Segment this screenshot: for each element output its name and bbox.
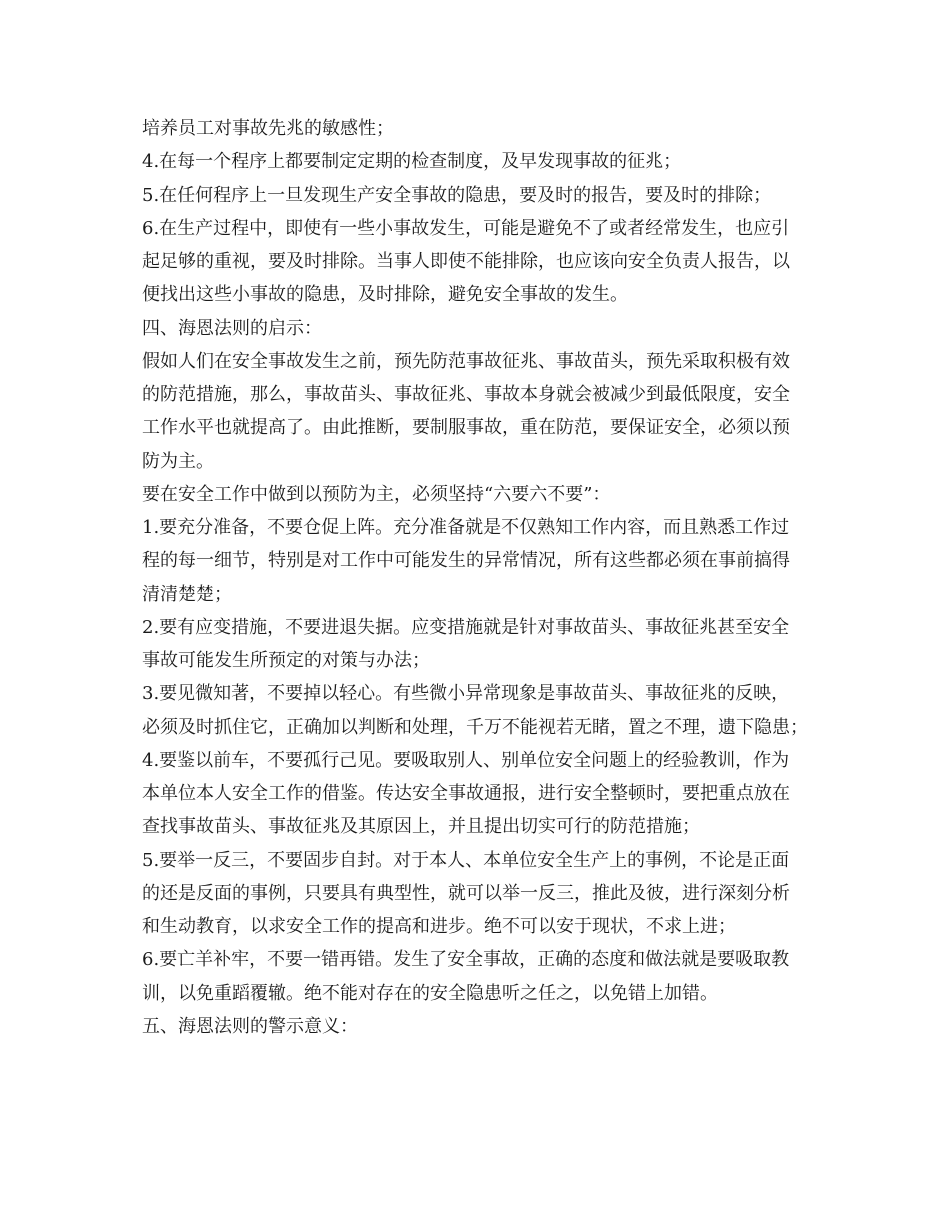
document-body: [142, 112, 822, 1043]
text-line: 起足够的重视，要及时排除。当事人即使不能排除，也应该向安全负责人报告，以: [142, 251, 790, 272]
text-line: 的防范措施，那么，事故苗头、事故征兆、事故本身就会被减少到最低限度，安全: [142, 384, 790, 405]
text-line: 5.在任何程序上一旦发现生产安全事故的隐患，要及时的报告，要及时的排除；: [142, 184, 772, 206]
text-line: 便找出这些小事故的隐患，及时排除，避免安全事故的发生。: [142, 284, 628, 306]
text-line: 的还是反面的事例，只要具有典型性，就可以举一反三，推此及彼，进行深刻分析: [142, 882, 790, 904]
section-heading: 五、海恩法则的警示意义：: [142, 1015, 358, 1037]
text-line: 5.要举一反三，不要固步自封。对于本人、本单位安全生产上的事例，不论是正面: [142, 849, 790, 871]
text-line: 查找事故苗头、事故征兆及其原因上，并且提出切实可行的防范措施；: [142, 816, 700, 838]
section-heading: 四、海恩法则的启示：: [142, 317, 322, 339]
text-line: 必须及时抓住它，正确加以判断和处理，千万不能视若无睹，置之不理，遗下隐患；: [142, 716, 808, 738]
text-line: 本单位本人安全工作的借鉴。传达安全事故通报，进行安全整顿时，要把重点放在: [142, 783, 790, 804]
text-line: 1.要充分准备，不要仓促上阵。充分准备就是不仅熟知工作内容，而且熟悉工作过: [142, 517, 790, 538]
text-line: 程的每一细节，特别是对工作中可能发生的异常情况，所有这些都必须在事前搞得: [142, 550, 790, 572]
text-line: 要在安全工作中做到以预防为主，必须坚持“六要六不要”：: [142, 483, 611, 505]
text-line: 4.在每一个程序上都要制定定期的检查制度，及早发现事故的征兆；: [142, 151, 682, 173]
text-line: 假如人们在安全事故发生之前，预先防范事故征兆、事故苗头，预先采取积极有效: [142, 350, 790, 372]
text-line: 训，以免重蹈覆辙。绝不能对存在的安全隐患听之任之，以免错上加错。: [142, 982, 718, 1004]
text-line: 6.在生产过程中，即使有一些小事故发生，可能是避免不了或者经常发生，也应引: [142, 217, 790, 239]
text-line: 防为主。: [142, 450, 214, 472]
text-line: 和生动教育，以求安全工作的提高和进步。绝不可以安于现状，不求上进；: [142, 916, 736, 937]
text-line: 事故可能发生所预定的对策与办法；: [142, 650, 430, 671]
text-line: 清清楚楚；: [142, 583, 232, 605]
text-line: 6.要亡羊补牢，不要一错再错。发生了安全事故，正确的态度和做法就是要吸取教: [142, 949, 790, 971]
text-line: 2.要有应变措施，不要进退失据。应变措施就是针对事故苗头、事故征兆甚至安全: [142, 616, 790, 638]
text-line: 工作水平也就提高了。由此推断，要制服事故，重在防范，要保证安全，必须以预: [142, 417, 790, 439]
text-line: 3.要见微知著，不要掉以轻心。有些微小异常现象是事故苗头、事故征兆的反映，: [142, 683, 790, 705]
text-line: 4.要鉴以前车，不要孤行己见。要吸取别人、别单位安全问题上的经验教训，作为: [142, 749, 790, 771]
text-line: 培养员工对事故先兆的敏感性；: [142, 118, 394, 139]
